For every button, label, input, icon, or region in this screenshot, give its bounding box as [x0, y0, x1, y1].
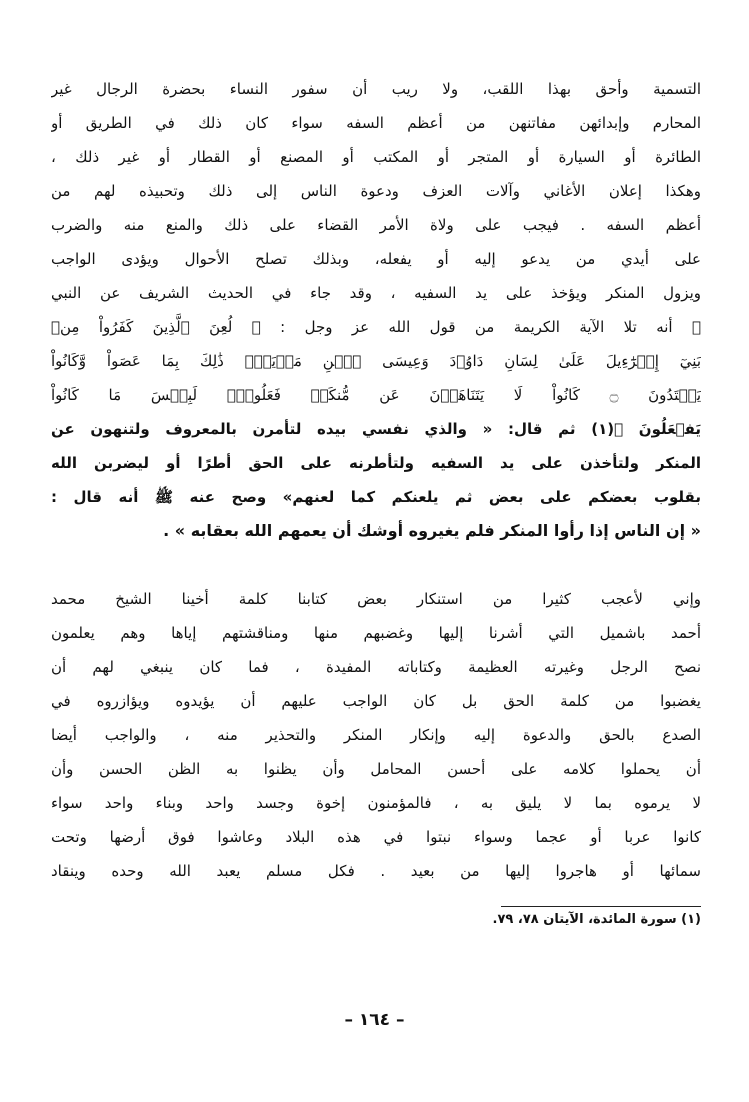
hadith-line: « إن الناس إذا رأوا المنكر فلم يغيروه أوشك أن يعمهم الله بعقابه » . [163, 521, 701, 540]
hadith-line: يَفۡعَلُونَ ﴾(١) ثم قال: « والذي نفسي بيده لتأمرن بالمعروف ولتنهون عن [51, 420, 701, 438]
quran-verse-line: يَعۡتَدُونَ ۝ كَانُواْ لَا يَتَنَاهَوۡنَ عَن مُّنكَرٖ فَعَلُوهُۚ لَبِئۡسَ مَا كَانُواْ [51, 386, 701, 404]
footnote: (١) سورة المائدة، الآيتان ٧٨، ٧٩. [492, 912, 701, 927]
text-line: التسمية وأحق بهذا اللقب، ولا ريب أن سفور النساء بحضرة الرجال غير [51, 80, 701, 98]
text-line: أن يحملوا كلامه على أحسن المحامل وأن يظنوا به الظن الحسن وأن [51, 760, 701, 778]
text-line: أحمد باشميل التي أشرنا إليها وغضبهم منها ومناقشتهم إياها وهم يعلمون [51, 624, 701, 642]
text-line: سمائها أو هاجروا إليها من بعيد . فكل مسلم يعبد الله وحده وينقاد [51, 862, 701, 880]
text-line: وهكذا إعلان الأغاني وآلات العزف ودعوة الناس إلى ذلك وتحبيذه لهم من [51, 182, 701, 200]
text-line: المحارم وإبدائهن مفاتنهن من أعظم السفه سواء كان ذلك في الطريق أو [51, 114, 701, 132]
text-line: ﷺ أنه تلا الآية الكريمة من قول الله عز وجل : ﴿ لُعِنَ ٱلَّذِينَ كَفَرُواْ مِنۢ [51, 318, 701, 336]
text-line: أعظم السفه . فيجب على ولاة الأمر القضاء على ذلك والمنع منه والضرب [51, 216, 701, 234]
text-line: لا يرموه بما لا يليق به ، فالمؤمنون إخوة وجسد واحد وبناء واحد سواء [51, 794, 701, 812]
text-line: وإني لأعجب كثيرا من استنكار بعض كتابنا كلمة أخينا الشيخ محمد [51, 590, 701, 608]
footnote-divider [501, 906, 701, 907]
text-line: ويزول المنكر ويؤخذ على يد السفيه ، وقد جاء في الحديث الشريف عن النبي [51, 284, 701, 302]
text-line: الطائرة أو السيارة أو المتجر أو المكتب أو المصنع أو القطار أو غير ذلك ، [51, 148, 701, 166]
paragraph-2 [51, 582, 701, 888]
text-line: الصدع بالحق والدعوة إليه وإنكار المنكر والتحذير منه ، والواجب أيضا [51, 726, 701, 744]
text-line: كانوا عربا أو عجما وسواء نبتوا في هذه البلاد وعاشوا فوق أرضها وتحت [51, 828, 701, 846]
text-line: يغضبوا من كلمة الحق بل كان الواجب عليهم أن يؤيدوه ويؤازروه في [51, 692, 701, 710]
page-number: – ١٦٤ – [344, 1010, 405, 1030]
quran-verse-line: بَنِيٓ إِسۡرَٰٓءِيلَ عَلَىٰ لِسَانِ دَاوُۥدَ وَعِيسَى ٱبۡنِ مَرۡيَمَۚ ذَٰلِكَ بِمَا عَصَواْ وَّكَانُواْ [51, 352, 701, 370]
hadith-line: المنكر ولتأخذن على يد السفيه ولتأطرنه على الحق أطرًا أو ليضربن الله [51, 454, 701, 472]
text-line: نصح الرجل وغيرته العظيمة وكتاباته المفيدة ، فما كان ينبغي لهم أن [51, 658, 701, 676]
paragraph-1 [51, 72, 701, 548]
hadith-line: بقلوب بعضكم على بعض ثم يلعنكم كما لعنهم» وصح عنه ﷺ أنه قال : [51, 488, 701, 506]
text-line: على أيدي من يدعو إليه أو يفعله، وبذلك تصلح الأحوال ويؤدى الواجب [51, 250, 701, 268]
